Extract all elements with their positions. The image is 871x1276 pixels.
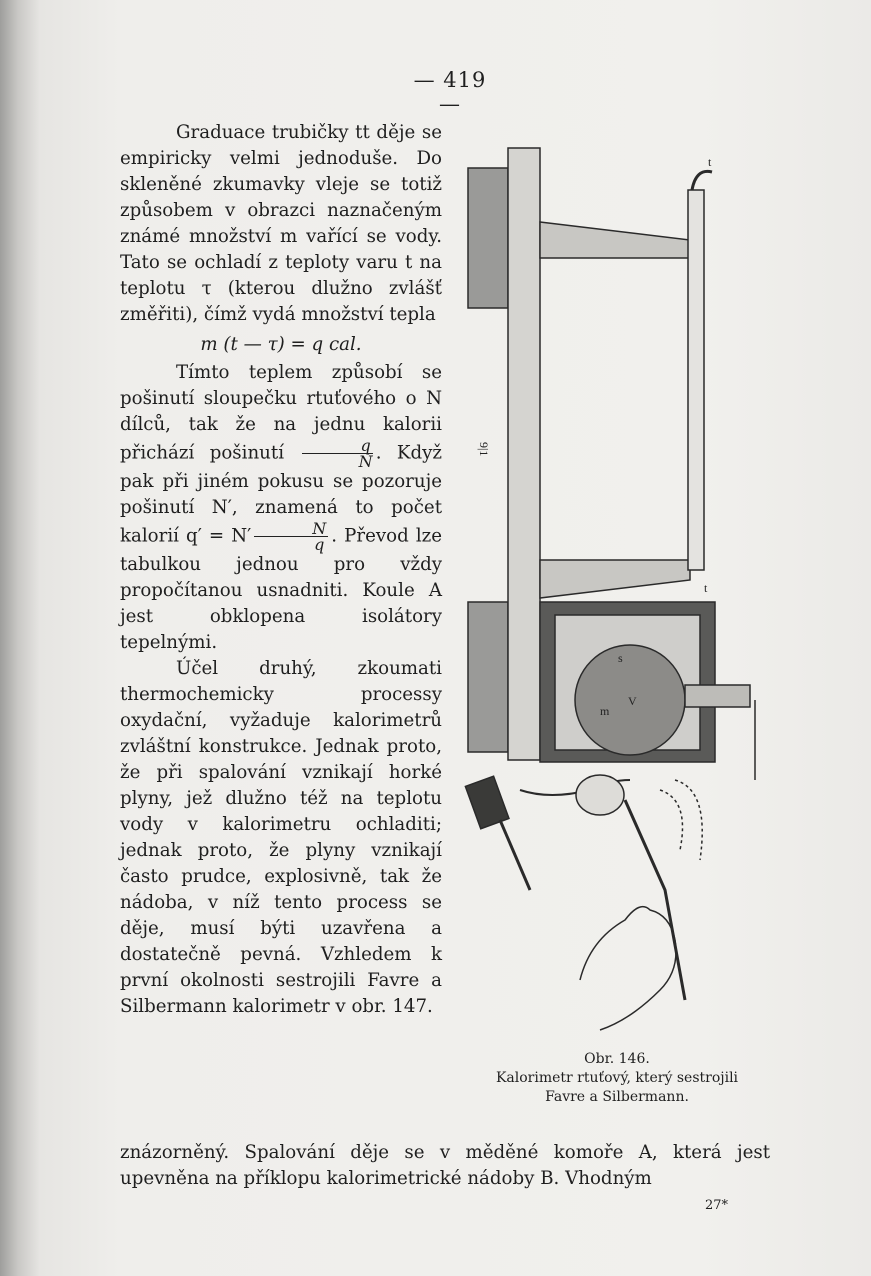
fraction-denominator: q xyxy=(314,535,325,554)
paragraph-2-part-b: . Když pak při jiném pokusu se pozoruje pošinutí N′, znamená to počet kalorií q′ = N′ xyxy=(120,442,442,547)
caption-line-1: Obr. 146. xyxy=(584,1051,650,1067)
calorimeter-illustration xyxy=(460,140,780,1040)
equation: m (t — τ) = q cal. xyxy=(200,334,362,355)
figure-caption xyxy=(462,1050,772,1107)
label-m: m xyxy=(600,704,610,718)
bottom-text xyxy=(120,1140,770,1192)
fraction-numerator: N xyxy=(254,521,328,537)
caption-line-2: Kalorimetr rtuťový, který sestrojili xyxy=(495,1070,739,1086)
fraction-q-over-n xyxy=(302,438,372,469)
text-column xyxy=(120,120,442,1020)
label-v: V xyxy=(628,694,637,708)
paragraph-3: Účel druhý, zkoumati thermochemicky processy oxydační, vyžaduje kalorimetrů zvláštní konstrukce. Jednak proto, že při spalování vznikají horké plyny, jež dlužno též na teplotu vody v kalorimetru ochladiti; jednak proto, že plyny vznikají často prudce, explosivně, tak že nádoba, v níž tento process se děje, musí býti uzavřena a dostatečně pevná. Vzhledem k první okolnosti sestrojili Favre a Silbermann kalorimetr v obr. 147. xyxy=(120,658,442,1017)
bottom-paragraph: znázorněný. Spalování děje se v měděné komoře A, která jest upevněna na příklopu kalorimetrické nádoby B. Vhodným xyxy=(120,1142,770,1189)
page-number: — 419 — xyxy=(413,68,487,116)
label-s: s xyxy=(618,651,623,665)
paragraph-2-part-a: Tímto teplem způsobí se pošinutí sloupečku rtuťového o N dílců, tak že na jednu kalorii přichází pošinutí xyxy=(120,362,442,464)
paragraph-2-part-c: . Převod lze tabulkou jednou pro vždy propočítanou usnadniti. Koule A jest obklopena isolátory tepelnými. xyxy=(120,525,442,653)
label-scale: 9|1 xyxy=(477,442,491,457)
signature-mark: 27* xyxy=(705,1198,729,1213)
caption-line-3: Favre a Silbermann. xyxy=(545,1089,689,1105)
fraction-n-over-q xyxy=(254,521,328,552)
fraction-denominator: N xyxy=(358,452,373,471)
fraction-numerator: q xyxy=(302,438,372,454)
paragraph-1: Graduace trubičky tt děje se empiricky velmi jednoduše. Do skleněné zkumavky vleje se totiž způsobem v obrazci naznačeným známé množství m vařící se vody. Tato se ochladí z teploty varu t na teplotu τ (kterou dlužno zvlášť změřiti), čímž vydá množství tepla xyxy=(120,122,442,325)
label-t-top: t xyxy=(708,155,712,169)
paragraph-2 xyxy=(120,360,442,656)
label-t-low: t xyxy=(704,581,708,595)
